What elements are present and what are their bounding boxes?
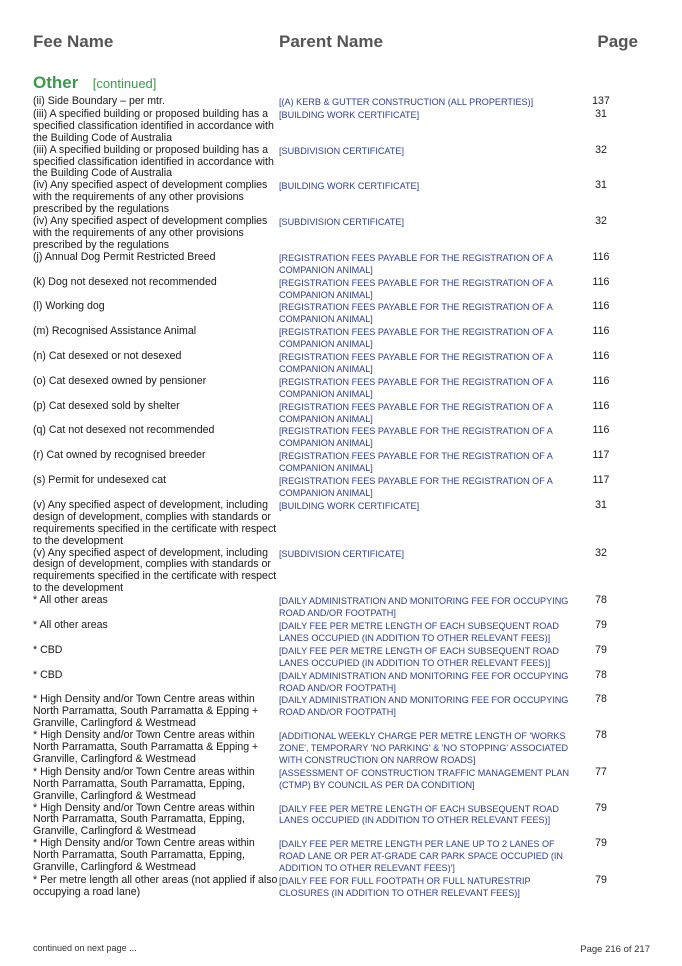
table-row: [0, 595, 682, 620]
page-cell: 78: [595, 693, 607, 706]
section-title: Other: [33, 73, 79, 92]
table-row: [0, 875, 682, 900]
fee-name-cell: (iv) Any specified aspect of development complies with the requirements of any other provisions prescribed by the regulations: [33, 179, 268, 216]
fee-name-cell: (m) Recognised Assistance Animal: [33, 325, 197, 338]
parent-name-cell: [ASSESSMENT OF CONSTRUCTION TRAFFIC MANAGEMENT PLAN (CTMP) BY COUNCIL AS PER DA CONDITION]: [279, 767, 570, 790]
page-cell: 32: [595, 143, 607, 156]
fee-name-cell: * High Density and/or Town Centre areas within North Parramatta, South Parramatta, Epping, Granville, Carlingford & Westmead: [33, 801, 255, 838]
page-cell: 31: [595, 179, 607, 192]
table-row: [0, 180, 682, 216]
table-row: [0, 450, 682, 475]
fee-name-cell: (iii) A specified building or proposed building has a specified classification identified in accordance with the Building Code of Australia: [33, 143, 274, 180]
page-cell: 78: [595, 729, 607, 742]
page-cell: 137: [592, 95, 610, 107]
parent-name-cell: [DAILY FEE PER METRE LENGTH OF EACH SUBSEQUENT ROAD LANES OCCUPIED (IN ADDITION TO OTHER RELEVANT FEES)]: [279, 803, 559, 826]
table-row: [0, 401, 682, 426]
fee-name-cell: * Per metre length all other areas (not applied if also occupying a road lane): [33, 874, 278, 898]
parent-name-cell: [DAILY ADMINISTRATION AND MONITORING FEE FOR OCCUPYING ROAD AND/OR FOOTPATH]: [279, 670, 569, 693]
page-cell: 116: [592, 275, 610, 288]
table-row: [0, 620, 682, 645]
parent-name-cell: [DAILY FEE PER METRE LENGTH PER LANE UP TO 2 LANES OF ROAD LANE OR PER AT-GRADE CAR PARK SPACE OCCUPIED (IN ADDITION TO OTHER RELEVANT FEES)']: [279, 839, 563, 874]
fee-name-cell: * CBD: [33, 668, 63, 681]
parent-name-cell: [REGISTRATION FEES PAYABLE FOR THE REGISTRATION OF A COMPANION ANIMAL]: [279, 352, 553, 374]
table-row: [0, 277, 682, 302]
fee-name-cell: (k) Dog not desexed not recommended: [33, 275, 217, 288]
page-cell: 116: [592, 374, 610, 387]
section-continued-label: [continued]: [92, 76, 157, 91]
table-row: [0, 326, 682, 351]
fee-name-cell: * High Density and/or Town Centre areas within North Parramatta, South Parramatta & Epping + Granville, Carlingford & Westmead: [33, 693, 259, 730]
page-cell: 79: [595, 643, 607, 656]
page-cell: 31: [595, 498, 607, 511]
page-cell: 79: [595, 618, 607, 631]
table-row: [0, 376, 682, 401]
page-cell: 116: [592, 325, 610, 338]
table-row: [0, 301, 682, 326]
parent-name-cell: [REGISTRATION FEES PAYABLE FOR THE REGISTRATION OF A COMPANION ANIMAL]: [279, 327, 553, 350]
parent-name-cell: [SUBDIVISION CERTIFICATE]: [279, 145, 404, 156]
page-cell: 79: [595, 801, 607, 814]
table-row: [0, 838, 682, 875]
fee-name-cell: (s) Permit for undesexed cat: [33, 474, 167, 487]
page-cell: 31: [595, 107, 607, 120]
page-cell: 117: [592, 474, 610, 487]
fee-name-cell: (p) Cat desexed sold by shelter: [33, 399, 180, 412]
fee-name-cell: (iii) A specified building or proposed building has a specified classification identified in accordance with the Building Code of Australia: [33, 107, 274, 144]
parent-name-cell: [DAILY FEE FOR FULL FOOTPATH OR FULL NATURESTRIP CLOSURES (IN ADDITION TO OTHER RELEVANT FEES)]: [279, 876, 531, 898]
page-number: Page 216 of 217: [580, 944, 650, 955]
parent-name-cell: [REGISTRATION FEES PAYABLE FOR THE REGISTRATION OF A COMPANION ANIMAL]: [279, 476, 553, 498]
parent-name-cell: [ADDITIONAL WEEKLY CHARGE PER METRE LENGTH OF 'WORKS ZONE', TEMPORARY 'NO PARKING' & 'NO STOPPING' ASSOCIATED WITH CONSTRUCTION ON NARROW ROADS]: [279, 731, 569, 765]
fee-name-cell: (v) Any specified aspect of development, including design of development, complies with standards or requirements specified in the certificate with respect to the development: [33, 498, 277, 547]
page-cell: 32: [595, 546, 607, 559]
table-row: [0, 767, 682, 803]
column-header-fee-name: Fee Name: [33, 32, 114, 51]
page-cell: 79: [595, 874, 607, 886]
table-row: [0, 500, 682, 548]
table-row: [0, 803, 682, 839]
parent-name-cell: [REGISTRATION FEES PAYABLE FOR THE REGISTRATION OF A COMPANION ANIMAL]: [279, 451, 553, 474]
page-cell: 79: [595, 837, 607, 850]
page-cell: 116: [592, 300, 610, 313]
table-row: [0, 694, 682, 730]
fee-name-cell: * High Density and/or Town Centre areas within North Parramatta, South Parramatta, Epping, Granville, Carlingford & Westmead: [33, 837, 255, 874]
fee-name-cell: (o) Cat desexed owned by pensioner: [33, 374, 207, 387]
fee-name-cell: * All other areas: [33, 618, 108, 631]
fee-name-cell: * High Density and/or Town Centre areas within North Parramatta, South Parramatta, Epping, Granville, Carlingford & Westmead: [33, 765, 255, 802]
table-row: [0, 96, 682, 109]
parent-name-cell: [(A) KERB & GUTTER CONSTRUCTION (ALL PROPERTIES)]: [279, 97, 534, 107]
table-row: [0, 475, 682, 500]
table-row: [0, 252, 682, 277]
parent-name-cell: [REGISTRATION FEES PAYABLE FOR THE REGISTRATION OF A COMPANION ANIMAL]: [279, 376, 553, 399]
column-header-parent-name: Parent Name: [279, 32, 383, 51]
parent-name-cell: [REGISTRATION FEES PAYABLE FOR THE REGISTRATION OF A COMPANION ANIMAL]: [279, 401, 553, 424]
page-cell: 32: [595, 215, 607, 228]
table-row: [0, 425, 682, 450]
parent-name-cell: [BUILDING WORK CERTIFICATE]: [279, 500, 420, 511]
table-row: [0, 548, 682, 596]
fee-name-cell: (n) Cat desexed or not desexed: [33, 350, 182, 363]
fee-name-cell: (r) Cat owned by recognised breeder: [33, 449, 206, 462]
table-row: [0, 351, 682, 376]
page-cell: 78: [595, 594, 607, 607]
parent-name-cell: [REGISTRATION FEES PAYABLE FOR THE REGISTRATION OF A COMPANION ANIMAL]: [279, 302, 553, 325]
table-row: [0, 145, 682, 181]
parent-name-cell: [REGISTRATION FEES PAYABLE FOR THE REGISTRATION OF A COMPANION ANIMAL]: [279, 426, 553, 449]
table-row: [0, 730, 682, 767]
fee-name-cell: (l) Working dog: [33, 300, 105, 313]
page-cell: 116: [592, 424, 610, 437]
table-row: [0, 216, 682, 252]
continued-note: continued on next page ...: [33, 943, 137, 953]
fee-name-cell: (ii) Side Boundary – per mtr.: [33, 95, 165, 107]
page-cell: 117: [592, 449, 610, 462]
table-row: [0, 670, 682, 695]
parent-name-cell: [DAILY FEE PER METRE LENGTH OF EACH SUBSEQUENT ROAD LANES OCCUPIED (IN ADDITION TO OTHER RELEVANT FEES)]: [279, 620, 559, 643]
parent-name-cell: [SUBDIVISION CERTIFICATE]: [279, 548, 404, 559]
page-cell: 116: [592, 350, 610, 363]
parent-name-cell: [REGISTRATION FEES PAYABLE FOR THE REGISTRATION OF A COMPANION ANIMAL]: [279, 252, 553, 275]
parent-name-cell: [DAILY ADMINISTRATION AND MONITORING FEE FOR OCCUPYING ROAD AND/OR FOOTPATH]: [279, 596, 569, 619]
page-cell: 116: [592, 399, 610, 412]
table-row: [0, 109, 682, 145]
section-heading: [33, 73, 156, 93]
fee-name-cell: (v) Any specified aspect of development, including design of development, complies with standards or requirements specified in the certificate with respect to the development: [33, 546, 277, 595]
fee-name-cell: (j) Annual Dog Permit Restricted Breed: [33, 250, 216, 263]
parent-name-cell: [BUILDING WORK CERTIFICATE]: [279, 109, 420, 120]
parent-name-cell: [REGISTRATION FEES PAYABLE FOR THE REGISTRATION OF A COMPANION ANIMAL]: [279, 277, 553, 300]
fee-name-cell: * CBD: [33, 643, 63, 656]
fee-table: [0, 96, 682, 900]
parent-name-cell: [SUBDIVISION CERTIFICATE]: [279, 217, 404, 228]
page-cell: 78: [595, 668, 607, 681]
table-row: [0, 645, 682, 670]
fee-name-cell: * All other areas: [33, 594, 108, 607]
parent-name-cell: [DAILY ADMINISTRATION AND MONITORING FEE FOR OCCUPYING ROAD AND/OR FOOTPATH]: [279, 695, 569, 718]
fee-name-cell: (q) Cat not desexed not recommended: [33, 424, 215, 437]
page-cell: 116: [592, 250, 610, 263]
parent-name-cell: [DAILY FEE PER METRE LENGTH OF EACH SUBSEQUENT ROAD LANES OCCUPIED (IN ADDITION TO OTHER RELEVANT FEES)]: [279, 645, 559, 668]
fee-name-cell: (iv) Any specified aspect of development complies with the requirements of any other provisions prescribed by the regulations: [33, 215, 268, 251]
fee-name-cell: * High Density and/or Town Centre areas within North Parramatta, South Parramatta & Epping + Granville, Carlingford & Westmead: [33, 729, 259, 765]
parent-name-cell: [BUILDING WORK CERTIFICATE]: [279, 181, 420, 192]
column-header-page: Page: [597, 32, 638, 51]
page-cell: 77: [595, 765, 607, 778]
